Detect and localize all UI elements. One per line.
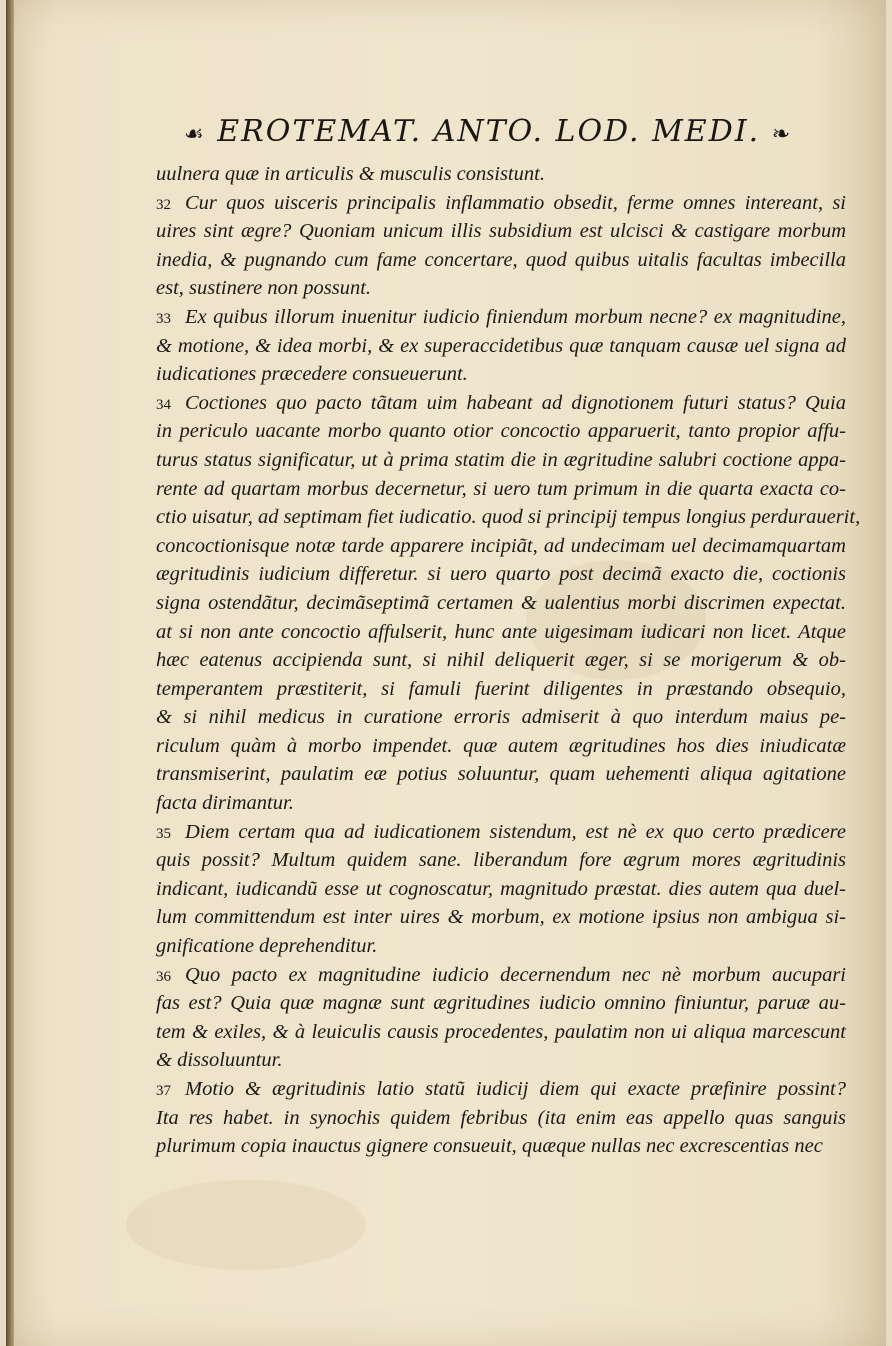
header-left-ornament: ☙ — [184, 122, 206, 147]
text-line — [156, 503, 861, 532]
text-line — [156, 989, 846, 1018]
line-text: turus status significatur, ut à prima statim die in ægritudine salubri coctione appa- — [156, 448, 846, 471]
line-text: uulnera quæ in articulis & musculis consistunt. — [156, 163, 545, 185]
line-text: fas est? Quia quæ magnæ sunt ægritudines iudicio omnino finiuntur, paruæ au- — [156, 992, 846, 1015]
text-line — [156, 246, 846, 275]
line-text: & si nihil medicus in curatione erroris admiserit à quo interdum maius pe- — [156, 706, 846, 729]
line-text: indicant, iudicandũ esse ut cognoscatur, magnitudo præstat. dies autem qua duel- — [156, 877, 846, 900]
line-text: Ex quibus illorum inuenitur iudicio finiendum morbum necne? ex magnitudine, — [185, 305, 846, 328]
header-title: EROTEMAT. ANTO. LOD. MEDI. — [217, 114, 761, 149]
line-text: est, sustinere non possunt. — [156, 277, 372, 300]
line-text: Motio & ægritudinis latio statũ iudicij diem qui exacte præfinire possint? — [185, 1078, 846, 1100]
text-line — [156, 446, 846, 475]
line-text: Ita res habet. in synochis quidem febribus (ita enim eas appello quas sanguis — [156, 1106, 846, 1129]
text-line — [156, 1104, 846, 1133]
line-text: quis possit? Multum quidem sane. liberandum fore ægrum mores ægritudinis — [156, 849, 846, 872]
line-text: Cur quos uisceris principalis inflammatio obsedit, ferme omnes intereant, si — [185, 191, 846, 214]
line-text: temperantem præstiterit, si famuli fuerint diligentes in præstando obsequio, — [156, 677, 846, 700]
question-number: 32 — [156, 196, 171, 213]
line-text: tem & exiles, & à leuiculis causis procedentes, paulatim non ui aliqua marcescunt — [156, 1020, 846, 1043]
question-number: 34 — [156, 396, 171, 413]
text-line — [156, 932, 846, 961]
line-text: riculum quàm à morbo impendet. quæ autem ægritudines hos dies iniudicatæ — [156, 734, 846, 757]
text-line — [156, 789, 846, 818]
line-text: iudicationes præcedere consueuerunt. — [156, 363, 468, 386]
question-number: 37 — [156, 1083, 171, 1099]
paper-stain — [126, 1180, 366, 1270]
text-line — [156, 703, 846, 732]
text-line — [156, 760, 846, 789]
text-line — [156, 560, 846, 589]
text-line — [156, 217, 846, 246]
text-line — [156, 818, 846, 847]
line-text: signa ostendãtur, decimãseptimã certamen & ualentius morbi discrimen expectat. — [156, 591, 846, 614]
text-line — [156, 846, 846, 875]
text-line — [156, 618, 846, 647]
header-right-ornament: ❧ — [771, 122, 793, 147]
line-text: facta dirimantur. — [156, 792, 294, 815]
line-text: & motione, & idea morbi, & ex superaccidetibus quæ tanquam causæ uel signa ad — [156, 334, 846, 357]
text-line — [156, 360, 846, 389]
body-text — [156, 160, 861, 1161]
line-text: ctio uisatur, ad septimam fiet iudicatio. quod si principij tempus longius perdurauerit, — [156, 506, 861, 529]
line-text: Coctiones quo pacto tãtam uim habeant ad dignotionem futuri status? Quia — [185, 391, 846, 414]
text-line — [156, 189, 846, 218]
text-line — [156, 1018, 846, 1047]
line-text: ægritudinis iudicium differetur. si uero quarto post decimã exacto die, coctionis — [156, 563, 846, 586]
text-line — [156, 389, 846, 418]
line-text: rente ad quartam morbus decernetur, si uero tum primum in die quarta exacta co- — [156, 477, 846, 500]
line-text: Diem certam qua ad iudicationem sistendum, est nè ex quo certo prædicere — [185, 820, 846, 843]
line-text: gnificatione deprehenditur. — [156, 935, 378, 958]
line-text: Quo pacto ex magnitudine iudicio decernendum nec nè morbum aucupari — [185, 963, 846, 986]
running-header — [184, 114, 834, 149]
book-page — [6, 0, 886, 1346]
text-line — [156, 1132, 846, 1161]
line-text: lum committendum est inter uires & morbum, ex motione ipsius non ambigua si- — [156, 906, 846, 929]
text-line — [156, 875, 846, 904]
text-line — [156, 303, 846, 332]
text-line — [156, 332, 846, 361]
line-text: plurimum copia inauctus gignere consueuit, quæque nullas nec excrescentias nec — [156, 1135, 823, 1158]
text-line — [156, 417, 846, 446]
question-number: 36 — [156, 968, 171, 985]
line-text: in periculo uacante morbo quanto otior concoctio apparuerit, tanto propior affu- — [156, 420, 846, 443]
text-line — [156, 589, 846, 618]
line-text: & dissoluuntur. — [156, 1049, 283, 1072]
line-text: inedia, & pugnando cum fame concertare, quod quibus uitalis facultas imbecilla — [156, 248, 846, 271]
text-line — [156, 475, 846, 504]
line-text: at si non ante concoctio affulserit, hunc ante uigesimam iudicari non licet. Atque — [156, 620, 846, 643]
text-line — [156, 1046, 846, 1075]
line-text: transmiserint, paulatim eæ potius soluuntur, quam uehementi aliqua agitatione — [156, 763, 846, 786]
line-text: concoctionisque notæ tarde apparere incipiãt, ad undecimam uel decimamquartam — [156, 534, 846, 557]
text-line — [156, 675, 846, 704]
binding-edge — [6, 0, 14, 1346]
text-line — [156, 646, 846, 675]
text-line — [156, 732, 846, 761]
text-line — [156, 961, 846, 990]
text-line — [156, 1075, 846, 1104]
question-number: 35 — [156, 825, 171, 842]
text-line — [156, 274, 846, 303]
line-text: uires sint ægre? Quoniam unicum illis subsidium est ulcisci & castigare morbum — [156, 220, 846, 243]
text-line — [156, 532, 846, 561]
text-line — [156, 903, 846, 932]
line-text: hæc eatenus accipienda sunt, si nihil deliquerit æger, si se morigerum & ob- — [156, 649, 846, 672]
question-number: 33 — [156, 310, 171, 327]
text-line — [156, 160, 846, 189]
